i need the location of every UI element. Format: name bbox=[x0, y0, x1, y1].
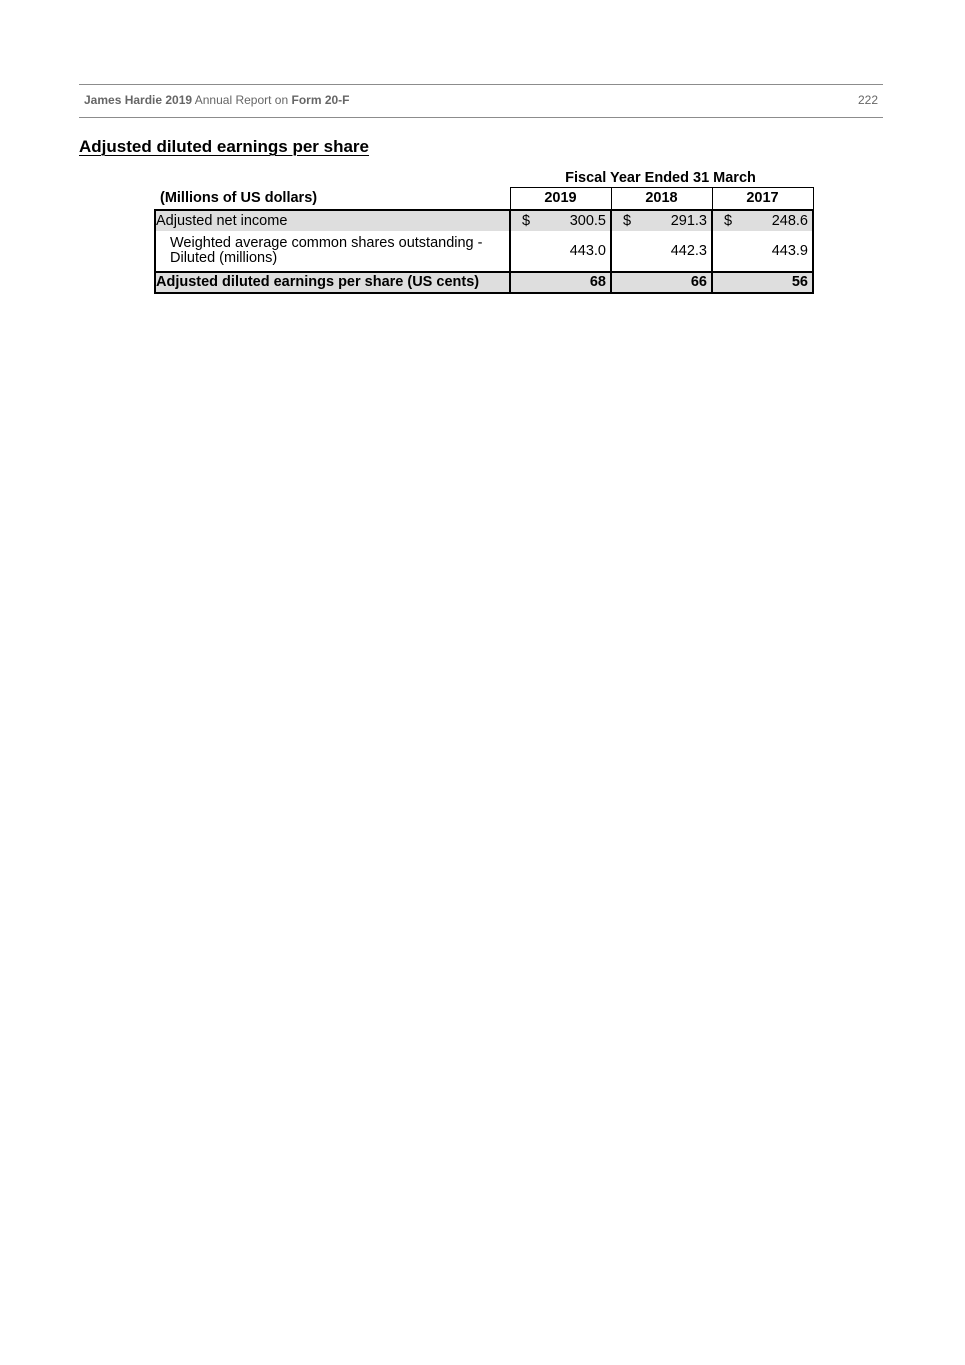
value-2017: 443.9 bbox=[771, 242, 808, 259]
year-header-2019: 2019 bbox=[510, 188, 611, 211]
section-title: Adjusted diluted earnings per share bbox=[79, 137, 370, 156]
table-row bbox=[155, 231, 813, 272]
value-2017: 56 bbox=[791, 274, 808, 290]
page-number: 222 bbox=[857, 93, 878, 107]
value-2018: 66 bbox=[690, 274, 707, 290]
label-column-header: (Millions of US dollars) bbox=[155, 188, 510, 211]
form-name: Form 20-F bbox=[291, 93, 350, 107]
running-head bbox=[84, 93, 350, 107]
value-2019: 68 bbox=[589, 274, 606, 290]
year-header-2018: 2018 bbox=[611, 188, 712, 211]
report-name: Annual Report on bbox=[194, 93, 289, 107]
table-row-total bbox=[155, 272, 813, 293]
value-2018: 442.3 bbox=[670, 242, 707, 259]
company-name: James Hardie 2019 bbox=[84, 93, 193, 107]
table-header-row bbox=[155, 188, 813, 211]
table-row bbox=[155, 210, 813, 231]
fiscal-year-header: Fiscal Year Ended 31 March bbox=[565, 170, 756, 186]
row-label: Adjusted net income bbox=[155, 210, 510, 231]
currency-symbol: $ bbox=[623, 212, 632, 229]
row-label: Adjusted diluted earnings per share (US cents) bbox=[155, 272, 510, 293]
header-rule-top bbox=[79, 84, 883, 85]
header-rule-bottom bbox=[79, 117, 883, 118]
currency-symbol: $ bbox=[522, 212, 531, 229]
value-2019: 443.0 bbox=[569, 242, 606, 259]
row-label: Weighted average common shares outstanding - Diluted (millions) bbox=[155, 231, 510, 272]
year-header-2017: 2017 bbox=[712, 188, 813, 211]
value-2018: 291.3 bbox=[670, 212, 707, 229]
eps-table bbox=[154, 187, 814, 294]
currency-symbol: $ bbox=[724, 212, 733, 229]
value-2017: 248.6 bbox=[771, 212, 808, 229]
value-2019: 300.5 bbox=[569, 212, 606, 229]
